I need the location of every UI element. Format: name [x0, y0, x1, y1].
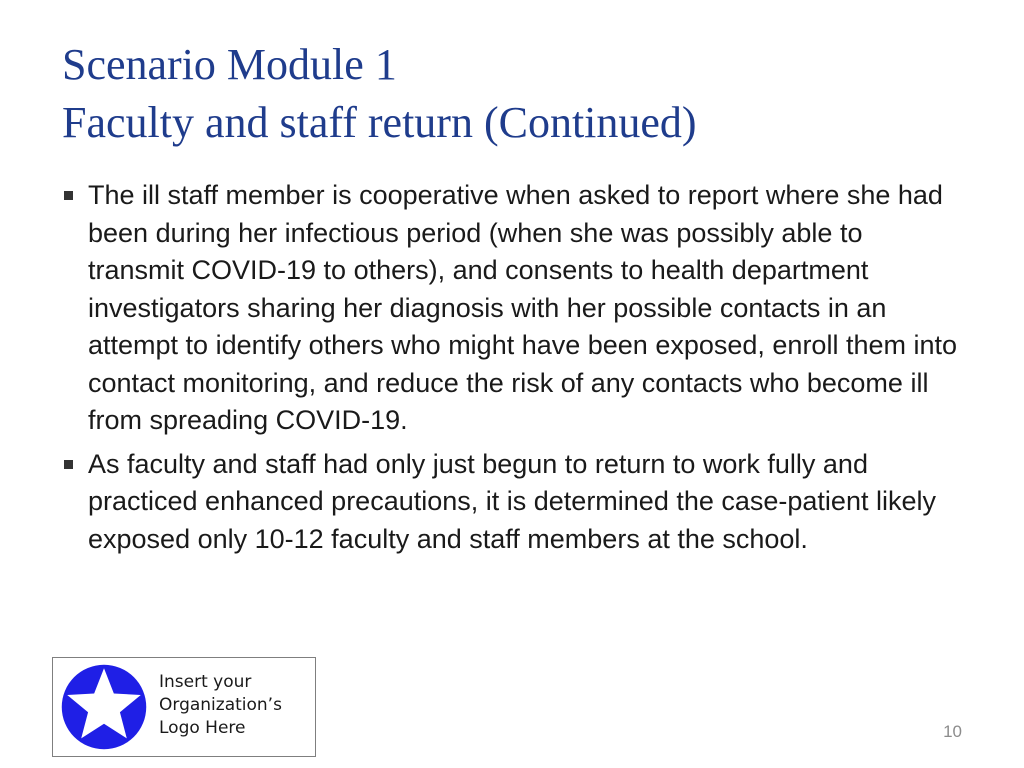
slide-title-line-2: Faculty and staff return (Continued) [62, 98, 697, 147]
bullet-text: The ill staff member is cooperative when asked to report where she had been during her infectious period (when she was possibly able to transmit COVID-19 to others), and consents to health department investigators sharing her diagnosis with her possible contacts in an attempt to identify others who might have been exposed, enroll them into contact monitoring, and reduce the risk of any contacts who become ill from spreading COVID-19. [88, 180, 958, 435]
bullet-text: As faculty and staff had only just begun to return to work fully and practiced enhanced precautions, it is determined the case-patient likely exposed only 10-12 faculty and staff members at the school. [88, 448, 936, 554]
logo-placeholder-text [159, 671, 309, 740]
bullet-item [62, 446, 962, 559]
bullet-list [62, 177, 962, 564]
square-bullet-icon [64, 460, 73, 469]
logo-text-line: Insert your [159, 672, 252, 692]
star-in-circle-icon [59, 663, 149, 751]
logo-text-line: Logo Here [159, 718, 246, 738]
logo-text-line: Organization’s [159, 695, 282, 715]
bullet-item [62, 177, 962, 440]
logo-placeholder [52, 657, 316, 757]
slide-title-line-1: Scenario Module 1 [62, 40, 397, 89]
page-number: 10 [943, 722, 962, 741]
square-bullet-icon [64, 191, 73, 200]
slide-title [62, 36, 1002, 152]
